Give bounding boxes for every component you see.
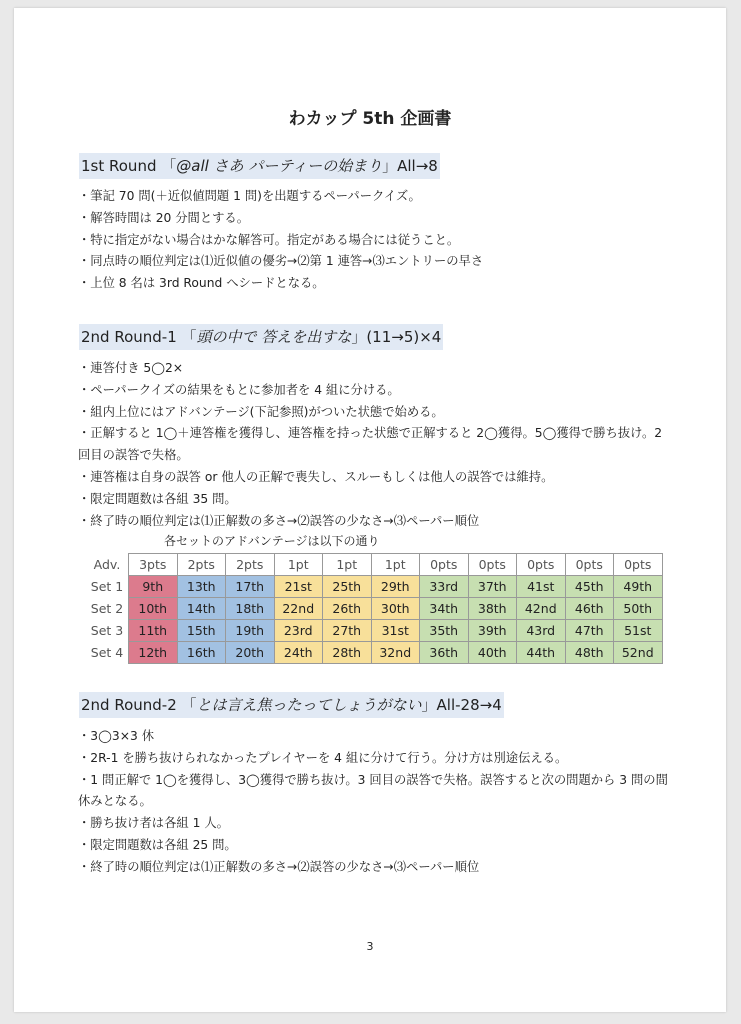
rank-cell: 52nd bbox=[614, 642, 663, 664]
rank-cell: 41st bbox=[517, 576, 566, 598]
document-title: わカップ 5th 企画書 bbox=[288, 109, 452, 129]
rank-cell: 31st bbox=[371, 620, 420, 642]
table-row bbox=[86, 576, 662, 598]
rank-cell: 40th bbox=[468, 642, 517, 664]
rank-cell: 17th bbox=[226, 576, 275, 598]
rank-cell: 15th bbox=[177, 620, 226, 642]
rule-item: ・ペーパークイズの結果をもとに参加者を 4 組に分ける。 bbox=[78, 382, 400, 397]
rule-item: ・3◯3×3 休 bbox=[78, 729, 155, 743]
round-name: 頭の中で 答えを出すな bbox=[196, 328, 352, 346]
round2-1-rules bbox=[78, 358, 678, 532]
section-heading-round2-2 bbox=[79, 692, 504, 718]
rule-item: ・連答権は自身の誤答 or 他人の正解で喪失し、スルーもしくは他人の誤答では維持。 bbox=[78, 469, 554, 484]
rule-item: ・正解すると 1◯＋連答権を獲得し、連答権を持った状態で正解すると 2◯獲得。5◯獲得で勝ち抜け。2 回目の誤答で失格。 bbox=[78, 426, 663, 463]
rule-item: ・同点時の順位判定は⑴近似値の優劣→⑵第 1 連答→⑶エントリーの早さ bbox=[78, 254, 484, 269]
rule-item: ・1 問正解で 1◯を獲得し、3◯獲得で勝ち抜け。3 回目の誤答で失格。誤答すると次の問題から 3 問の間休みとなる。 bbox=[78, 772, 668, 809]
round-name: @all さあ パーティーの始まり bbox=[176, 157, 383, 175]
header-cell: 0pts bbox=[468, 554, 517, 576]
rank-cell: 46th bbox=[565, 598, 614, 620]
rank-cell: 25th bbox=[323, 576, 372, 598]
rank-cell: 24th bbox=[274, 642, 323, 664]
corner-label: Adv. bbox=[86, 554, 129, 576]
rule-item: ・上位 8 名は 3rd Round へシードとなる。 bbox=[78, 276, 325, 291]
header-cell: 1pt bbox=[274, 554, 323, 576]
header-cell: 1pt bbox=[371, 554, 420, 576]
heading-prefix: 2nd Round-1 「 bbox=[81, 328, 197, 346]
rule-item: ・特に指定がない場合はかな解答可。指定がある場合には従うこと。 bbox=[78, 232, 460, 247]
rank-cell: 9th bbox=[129, 576, 178, 598]
row-label: Set 4 bbox=[90, 645, 124, 660]
advantage-table bbox=[86, 553, 663, 664]
rule-item: ・組内上位にはアドバンテージ(下記参照)がついた状態で始める。 bbox=[78, 404, 444, 419]
heading-suffix: 」(11→5)×4 bbox=[351, 328, 442, 346]
rank-cell: 14th bbox=[177, 598, 226, 620]
table-row bbox=[86, 642, 662, 664]
rank-cell: 33rd bbox=[420, 576, 469, 598]
rank-cell: 49th bbox=[614, 576, 663, 598]
rank-cell: 45th bbox=[565, 576, 614, 598]
rank-cell: 23rd bbox=[274, 620, 323, 642]
header-cell: 3pts bbox=[129, 554, 178, 576]
rank-cell: 39th bbox=[468, 620, 517, 642]
rank-cell: 28th bbox=[323, 642, 372, 664]
rule-item: ・終了時の順位判定は⑴正解数の多さ→⑵誤答の少なさ→⑶ペーパー順位 bbox=[78, 859, 480, 874]
rule-item: ・2R-1 を勝ち抜けられなかったプレイヤーを 4 組に分けて行う。分け方は別途伝える。 bbox=[78, 750, 568, 765]
rule-item: ・連答付き 5◯2× bbox=[78, 361, 184, 375]
heading-prefix: 1st Round 「 bbox=[81, 157, 177, 175]
header-cell: 1pt bbox=[323, 554, 372, 576]
rank-cell: 38th bbox=[468, 598, 517, 620]
row-label: Set 1 bbox=[90, 579, 124, 594]
rank-cell: 19th bbox=[226, 620, 275, 642]
rank-cell: 34th bbox=[420, 598, 469, 620]
rank-cell: 44th bbox=[517, 642, 566, 664]
rank-cell: 29th bbox=[371, 576, 420, 598]
table-header-row bbox=[86, 554, 662, 576]
rank-cell: 43rd bbox=[517, 620, 566, 642]
heading-suffix: 」All→8 bbox=[382, 157, 438, 175]
rank-cell: 27th bbox=[323, 620, 372, 642]
header-cell: 0pts bbox=[420, 554, 469, 576]
rank-cell: 10th bbox=[129, 598, 178, 620]
round-name: とは言え焦ったってしょうがない bbox=[196, 696, 422, 714]
rank-cell: 36th bbox=[420, 642, 469, 664]
rank-cell: 37th bbox=[468, 576, 517, 598]
rank-cell: 32nd bbox=[371, 642, 420, 664]
rank-cell: 26th bbox=[323, 598, 372, 620]
heading-prefix: 2nd Round-2 「 bbox=[81, 696, 197, 714]
table-row bbox=[86, 620, 662, 642]
header-cell: 0pts bbox=[614, 554, 663, 576]
rank-cell: 11th bbox=[129, 620, 178, 642]
rule-item: ・解答時間は 20 分間とする。 bbox=[78, 210, 250, 225]
rank-cell: 48th bbox=[565, 642, 614, 664]
page-number: 3 bbox=[366, 940, 374, 953]
heading-suffix: 」All-28→4 bbox=[421, 696, 502, 714]
rule-item: ・勝ち抜け者は各組 1 人。 bbox=[78, 816, 229, 831]
rank-cell: 42nd bbox=[517, 598, 566, 620]
rule-item: ・終了時の順位判定は⑴正解数の多さ→⑵誤答の少なさ→⑶ペーパー順位 bbox=[78, 513, 480, 528]
rule-item: ・限定問題数は各組 35 問。 bbox=[78, 491, 237, 506]
rank-cell: 30th bbox=[371, 598, 420, 620]
section-heading-round2-1 bbox=[79, 324, 443, 350]
header-cell: 2pts bbox=[177, 554, 226, 576]
rule-item: ・限定問題数は各組 25 問。 bbox=[78, 837, 237, 852]
rank-cell: 22nd bbox=[274, 598, 323, 620]
rank-cell: 21st bbox=[274, 576, 323, 598]
rank-cell: 35th bbox=[420, 620, 469, 642]
round1-rules bbox=[78, 186, 678, 295]
document-page bbox=[14, 8, 726, 1012]
rank-cell: 51st bbox=[614, 620, 663, 642]
rank-cell: 13th bbox=[177, 576, 226, 598]
header-cell: 0pts bbox=[517, 554, 566, 576]
table-row bbox=[86, 598, 662, 620]
header-cell: 2pts bbox=[226, 554, 275, 576]
rank-cell: 16th bbox=[177, 642, 226, 664]
rank-cell: 50th bbox=[614, 598, 663, 620]
header-cell: 0pts bbox=[565, 554, 614, 576]
round2-2-rules bbox=[78, 726, 678, 879]
rank-cell: 47th bbox=[565, 620, 614, 642]
rank-cell: 12th bbox=[129, 642, 178, 664]
rule-item: ・筆記 70 問(＋近似値問題 1 問)を出題するペーパークイズ。 bbox=[78, 189, 421, 203]
row-label: Set 2 bbox=[90, 601, 124, 616]
row-label: Set 3 bbox=[90, 623, 124, 638]
rank-cell: 18th bbox=[226, 598, 275, 620]
section-heading-round1 bbox=[79, 153, 440, 179]
rank-cell: 20th bbox=[226, 642, 275, 664]
table-caption: 各セットのアドバンテージは以下の通り bbox=[164, 534, 380, 548]
